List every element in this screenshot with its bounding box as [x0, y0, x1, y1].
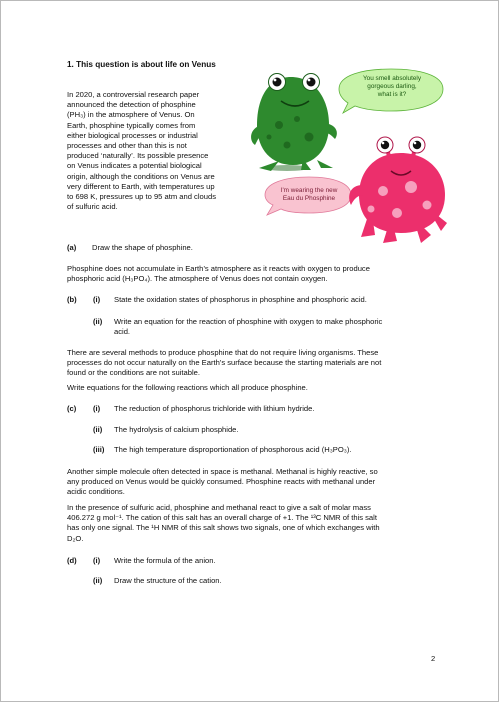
green-bubble-text: [347, 75, 437, 99]
methanal-paragraph: [67, 467, 452, 498]
part-c-ii-text: The hydrolysis of calcium phosphide.: [114, 425, 239, 434]
methods-paragraph: [67, 348, 452, 379]
intro-line: (PH₃) in the atmosphere of Venus. On: [67, 110, 195, 120]
pink-bubble-text: [269, 187, 349, 203]
part-b-label: (b): [67, 295, 77, 304]
part-c-iii-label: (iii): [93, 445, 105, 454]
intro-line: processes and other than this is not: [67, 141, 187, 151]
intro-line: produced ‘naturally’. Its possible presence: [67, 151, 209, 161]
part-d-i-text: Write the formula of the anion.: [114, 556, 216, 565]
part-c-label: (c): [67, 404, 77, 413]
part-d-ii-label: (ii): [93, 576, 103, 585]
salt-line: D₂O.: [67, 533, 84, 543]
part-b-ii-line: Write an equation for the reaction of phosphine with oxygen to make phosphoric: [114, 317, 383, 326]
pink-bubble-line: Eau du Phosphine: [282, 195, 336, 202]
green-alien: [251, 74, 337, 172]
methanal-line: acidic conditions.: [67, 487, 125, 497]
intro-line: Earth, phosphine typically comes from: [67, 120, 196, 130]
write-equations-paragraph: Write equations for the following reactions which all produce phosphine.: [67, 383, 308, 392]
part-d-ii-text: Draw the structure of the cation.: [114, 576, 222, 585]
methods-line: There are several methods to produce phosphine that do not require living organisms. These: [67, 348, 379, 357]
part-c-ii-label: (ii): [93, 425, 103, 434]
page-number: 2: [431, 654, 436, 663]
part-b-ii-text: [114, 317, 444, 337]
intro-line: to 698 K, pressures up to 95 atm and clouds: [67, 192, 217, 202]
part-b-ii-line: acid.: [114, 327, 131, 336]
part-b-ii-label: (ii): [93, 317, 103, 326]
intro-line: In 2020, a controversial research paper: [67, 90, 200, 99]
green-bubble-line: You smell absolutely: [362, 75, 422, 82]
question-heading: 1. This question is about life on Venus: [67, 60, 216, 69]
pink-bubble-line: I'm wearing the new: [280, 187, 338, 194]
part-b-i-label: (i): [93, 295, 101, 304]
salt-line: 406.272 g mol⁻¹. The cation of this salt has an overall charge of +1. The ¹³C NMR of this salt: [67, 513, 377, 523]
intro-line: either biological processes or industrial: [67, 130, 198, 140]
salt-line: has only one signal. The ¹H NMR of this salt shows two signals, one of which exchanges with: [67, 523, 380, 533]
salt-line: In the presence of sulfuric acid, phosphine and methanal react to give a salt of molar mass: [67, 503, 371, 512]
part-c-i-label: (i): [93, 404, 101, 413]
methanal-line: Another simple molecule often detected in space is methanal. Methanal is highly reactive, so: [67, 467, 378, 476]
pink-alien: [349, 137, 447, 243]
intro-line: origin, although the conditions on Venus are: [67, 171, 215, 181]
intro-line: on Venus indicates a potential biological: [67, 161, 202, 171]
green-bubble-line: gorgeous darling,: [367, 83, 417, 90]
part-d-label: (d): [67, 556, 77, 565]
intro-line: of sulfuric acid.: [67, 202, 118, 212]
part-b-i-text: State the oxidation states of phosphorus in phosphine and phosphoric acid.: [114, 295, 367, 304]
alien-illustration: [251, 67, 451, 247]
methods-line: processes do not occur naturally on the Earth’s surface because the starting materials are not: [67, 358, 382, 368]
methods-line: found or the conditions are not suitable.: [67, 368, 200, 378]
intro-paragraph: [67, 90, 257, 212]
part-c-iii-text: The high temperature disproportionation of phosphorous acid (H₃PO₃).: [114, 445, 352, 454]
phosphoric-paragraph: [67, 264, 447, 284]
phosphoric-line: Phosphine does not accumulate in Earth’s atmosphere as it reacts with oxygen to produce: [67, 264, 370, 273]
part-a-label: (a): [67, 243, 77, 252]
intro-line: very different to Earth, with temperatures up: [67, 181, 215, 191]
green-bubble-line: what is it?: [377, 91, 407, 98]
part-a-text: Draw the shape of phosphine.: [92, 243, 193, 252]
part-c-i-text: The reduction of phosphorus trichloride with lithium hydride.: [114, 404, 315, 413]
phosphoric-line: phosphoric acid (H₃PO₄). The atmosphere of Venus does not contain oxygen.: [67, 274, 328, 284]
methanal-line: any produced on Venus would be quickly consumed. Phosphine reacts with methanal under: [67, 477, 376, 487]
part-d-i-label: (i): [93, 556, 101, 565]
intro-line: announced the detection of phosphine: [67, 100, 196, 110]
salt-paragraph: [67, 503, 452, 544]
part-a: [67, 243, 76, 253]
